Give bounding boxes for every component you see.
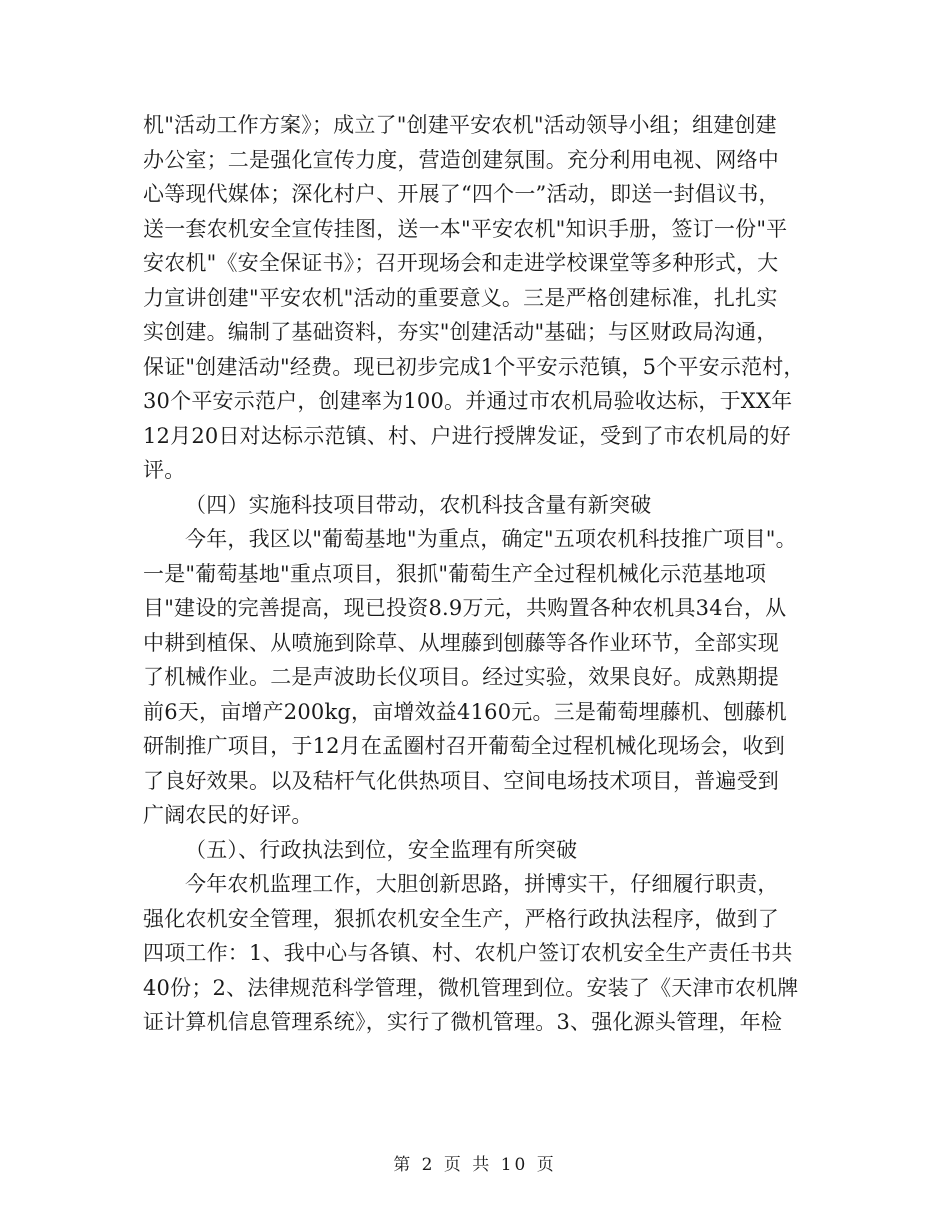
text-line: 证计算机信息管理系统》，实行了微机管理。3、强化源头管理，年检	[143, 1010, 783, 1034]
text-line: 前6天，亩增产200kg，亩增效益4160元。三是葡萄埋藤机、刨藤机	[143, 699, 787, 724]
text-line: 心等现代媒体；深化村户、开展了“四个一”活动，即送一封倡议书，	[143, 182, 780, 206]
text-line: 安农机"《安全保证书》；召开现场会和走进学校课堂等多种形式，大	[143, 251, 779, 275]
text-line: 今年农机监理工作，大胆创新思路，拼博实干，仔细履行职责，	[185, 872, 779, 896]
text-line: 四项工作：1、我中心与各镇、村、农机户签订农机安全生产责任书共	[143, 941, 793, 965]
text-line: 了机械作业。二是声波助长仪项目。经过实验，效果良好。成熟期提	[143, 665, 779, 689]
text-line: 送一套农机安全宣传挂图，送一本"平安农机"知识手册，签订一份"平	[143, 216, 788, 241]
text-line: 机"活动工作方案》；成立了"创建平安农机"活动领导小组；组建创建	[143, 113, 777, 137]
text-line: 中耕到植保、从喷施到除草、从埋藤到刨藤等各作业环节，全部实现	[143, 630, 779, 655]
text-line: 今年，我区以"葡萄基地"为重点，确定"五项农机科技推广项目"。	[185, 527, 797, 551]
text-line: 评。	[143, 458, 186, 482]
body-text	[143, 108, 823, 1040]
text-line: 实创建。编制了基础资料，夯实"创建活动"基础；与区财政局沟通，	[143, 320, 778, 344]
text-line: 强化农机安全管理，狠抓农机安全生产，严格行政执法程序，做到了	[143, 906, 779, 931]
text-line: 保证"创建活动"经费。现已初步完成1个平安示范镇，5个平安示范村，	[143, 354, 805, 379]
text-line: 目"建设的完善提高，现已投资8.9万元，共购置各种农机具34台，从	[143, 596, 787, 620]
text-line: （五）、行政执法到位，安全监理有所突破	[185, 837, 578, 862]
text-line: 广阔农民的好评。	[143, 803, 313, 827]
text-line: （四）实施科技项目带动，农机科技含量有新突破	[185, 492, 652, 517]
text-line: 办公室；二是强化宣传力度，营造创建氛围。充分利用电视、网络中	[143, 147, 779, 172]
text-line: 30个平安示范户，创建率为100。并通过市农机局验收达标，于XX年	[143, 389, 793, 413]
text-line: 了良好效果。以及秸杆气化供热项目、空间电场技术项目，普遍受到	[143, 768, 779, 793]
text-line: 力宣讲创建"平安农机"活动的重要意义。三是严格创建标准，扎扎实	[143, 285, 778, 310]
text-line: 一是"葡萄基地"重点项目，狠抓"葡萄生产全过程机械化示范基地项	[143, 561, 767, 586]
text-line: 12月20日对达标示范镇、村、户进行授牌发证，受到了市农机局的好	[143, 423, 791, 448]
text-line: 研制推广项目，于12月在孟圈村召开葡萄全过程机械化现场会，收到	[143, 734, 785, 758]
page-footer: 第 2 页 共 10 页	[393, 1155, 557, 1175]
text-line: 40份；2、法律规范科学管理，微机管理到位。安装了《天津市农机牌	[143, 975, 799, 1000]
